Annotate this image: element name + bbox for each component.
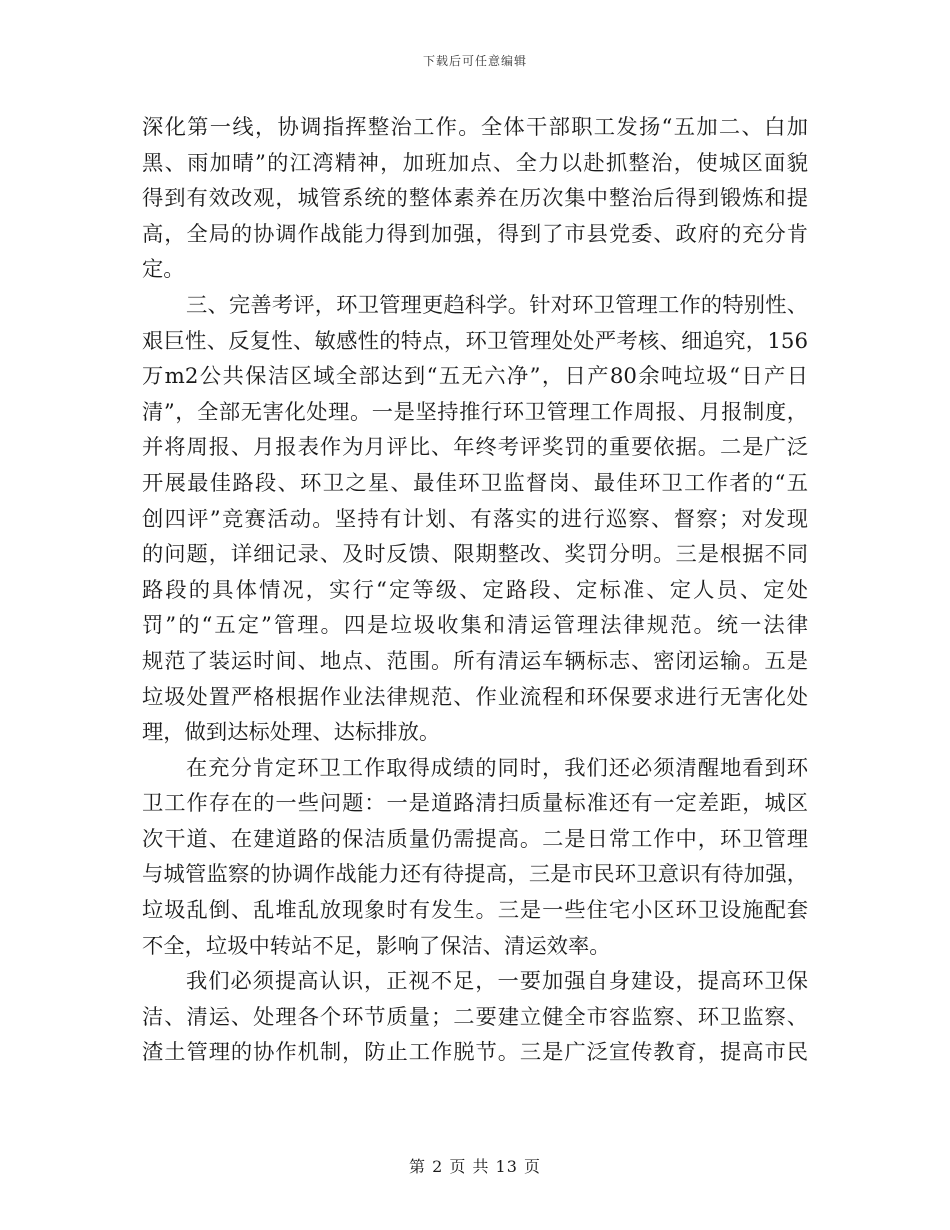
text-line: 垃圾乱倒、乱堆乱放现象时有发生。三是一些住宅小区环卫设施配套 bbox=[142, 898, 808, 924]
text-line: 黑、雨加晴”的江湾精神，加班加点、全力以赴抓整治，使城区面貌 bbox=[142, 150, 808, 176]
text-line: 我们必须提高认识，正视不足，一要加强自身建设，提高环卫保 bbox=[186, 969, 808, 995]
page-header: 下载后可任意编辑 bbox=[422, 54, 527, 68]
text-line: 开展最佳路段、环卫之星、最佳环卫监督岗、最佳环卫工作者的“五 bbox=[142, 470, 808, 496]
text-line: 得到有效改观，城管系统的整体素养在历次集中整治后得到锻炼和提 bbox=[142, 186, 808, 212]
text-line: 清”，全部无害化处理。一是坚持推行环卫管理工作周报、月报制度， bbox=[142, 399, 808, 425]
text-line: 次干道、在建道路的保洁质量仍需提高。二是日常工作中，环卫管理 bbox=[142, 826, 808, 852]
text-line: 在充分肯定环卫工作取得成绩的同时，我们还必须清醒地看到环 bbox=[186, 755, 808, 781]
text-line: 理，做到达标处理、达标排放。 bbox=[142, 720, 441, 746]
text-line: 定。 bbox=[142, 257, 185, 283]
text-line: 创四评”竞赛活动。坚持有计划、有落实的进行巡察、督察；对发现 bbox=[142, 506, 808, 532]
text-line: 卫工作存在的一些问题：一是道路清扫质量标准还有一定差距，城区 bbox=[142, 791, 808, 817]
text-line: 垃圾处置严格根据作业法律规范、作业流程和环保要求进行无害化处 bbox=[142, 684, 808, 710]
text-line: 的问题，详细记录、及时反馈、限期整改、奖罚分明。三是根据不同 bbox=[142, 542, 808, 568]
paragraph bbox=[142, 964, 808, 1071]
text-line: 洁、清运、处理各个环节质量；二要建立健全市容监察、环卫监察、 bbox=[142, 1004, 808, 1030]
text-line: 不全，垃圾中转站不足，影响了保洁、清运效率。 bbox=[142, 933, 611, 959]
text-line: 高，全局的协调作战能力得到加强，得到了市县党委、政府的充分肯 bbox=[142, 221, 808, 247]
text-line: 渣土管理的协作机制，防止工作脱节。三是广泛宣传教育，提高市民 bbox=[142, 1040, 808, 1066]
paragraph bbox=[142, 288, 808, 751]
text-line: 三、完善考评，环卫管理更趋科学。针对环卫管理工作的特别性、 bbox=[186, 292, 808, 318]
text-line: 艰巨性、反复性、敏感性的特点，环卫管理处处严考核、细追究，156 bbox=[142, 328, 808, 354]
paragraph bbox=[142, 751, 808, 965]
document-body bbox=[142, 110, 808, 1071]
page-number: 第 2 页 共 13 页 bbox=[409, 1157, 541, 1176]
paragraph bbox=[142, 110, 808, 288]
text-line: 与城管监察的协调作战能力还有待提高，三是市民环卫意识有待加强， bbox=[142, 862, 808, 888]
text-line: 深化第一线，协调指挥整治工作。全体干部职工发扬“五加二、白加 bbox=[142, 115, 808, 140]
text-line: 罚”的“五定”管理。四是垃圾收集和清运管理法律规范。统一法律 bbox=[142, 613, 808, 639]
text-line: 规范了装运时间、地点、范围。所有清运车辆标志、密闭运输。五是 bbox=[142, 648, 808, 674]
text-line: 路段的具体情况，实行“定等级、定路段、定标准、定人员、定处 bbox=[142, 577, 808, 603]
text-line: 万m2公共保洁区域全部达到“五无六净”，日产80余吨垃圾“日产日 bbox=[142, 364, 808, 390]
text-line: 并将周报、月报表作为月评比、年终考评奖罚的重要依据。二是广泛 bbox=[142, 435, 808, 461]
